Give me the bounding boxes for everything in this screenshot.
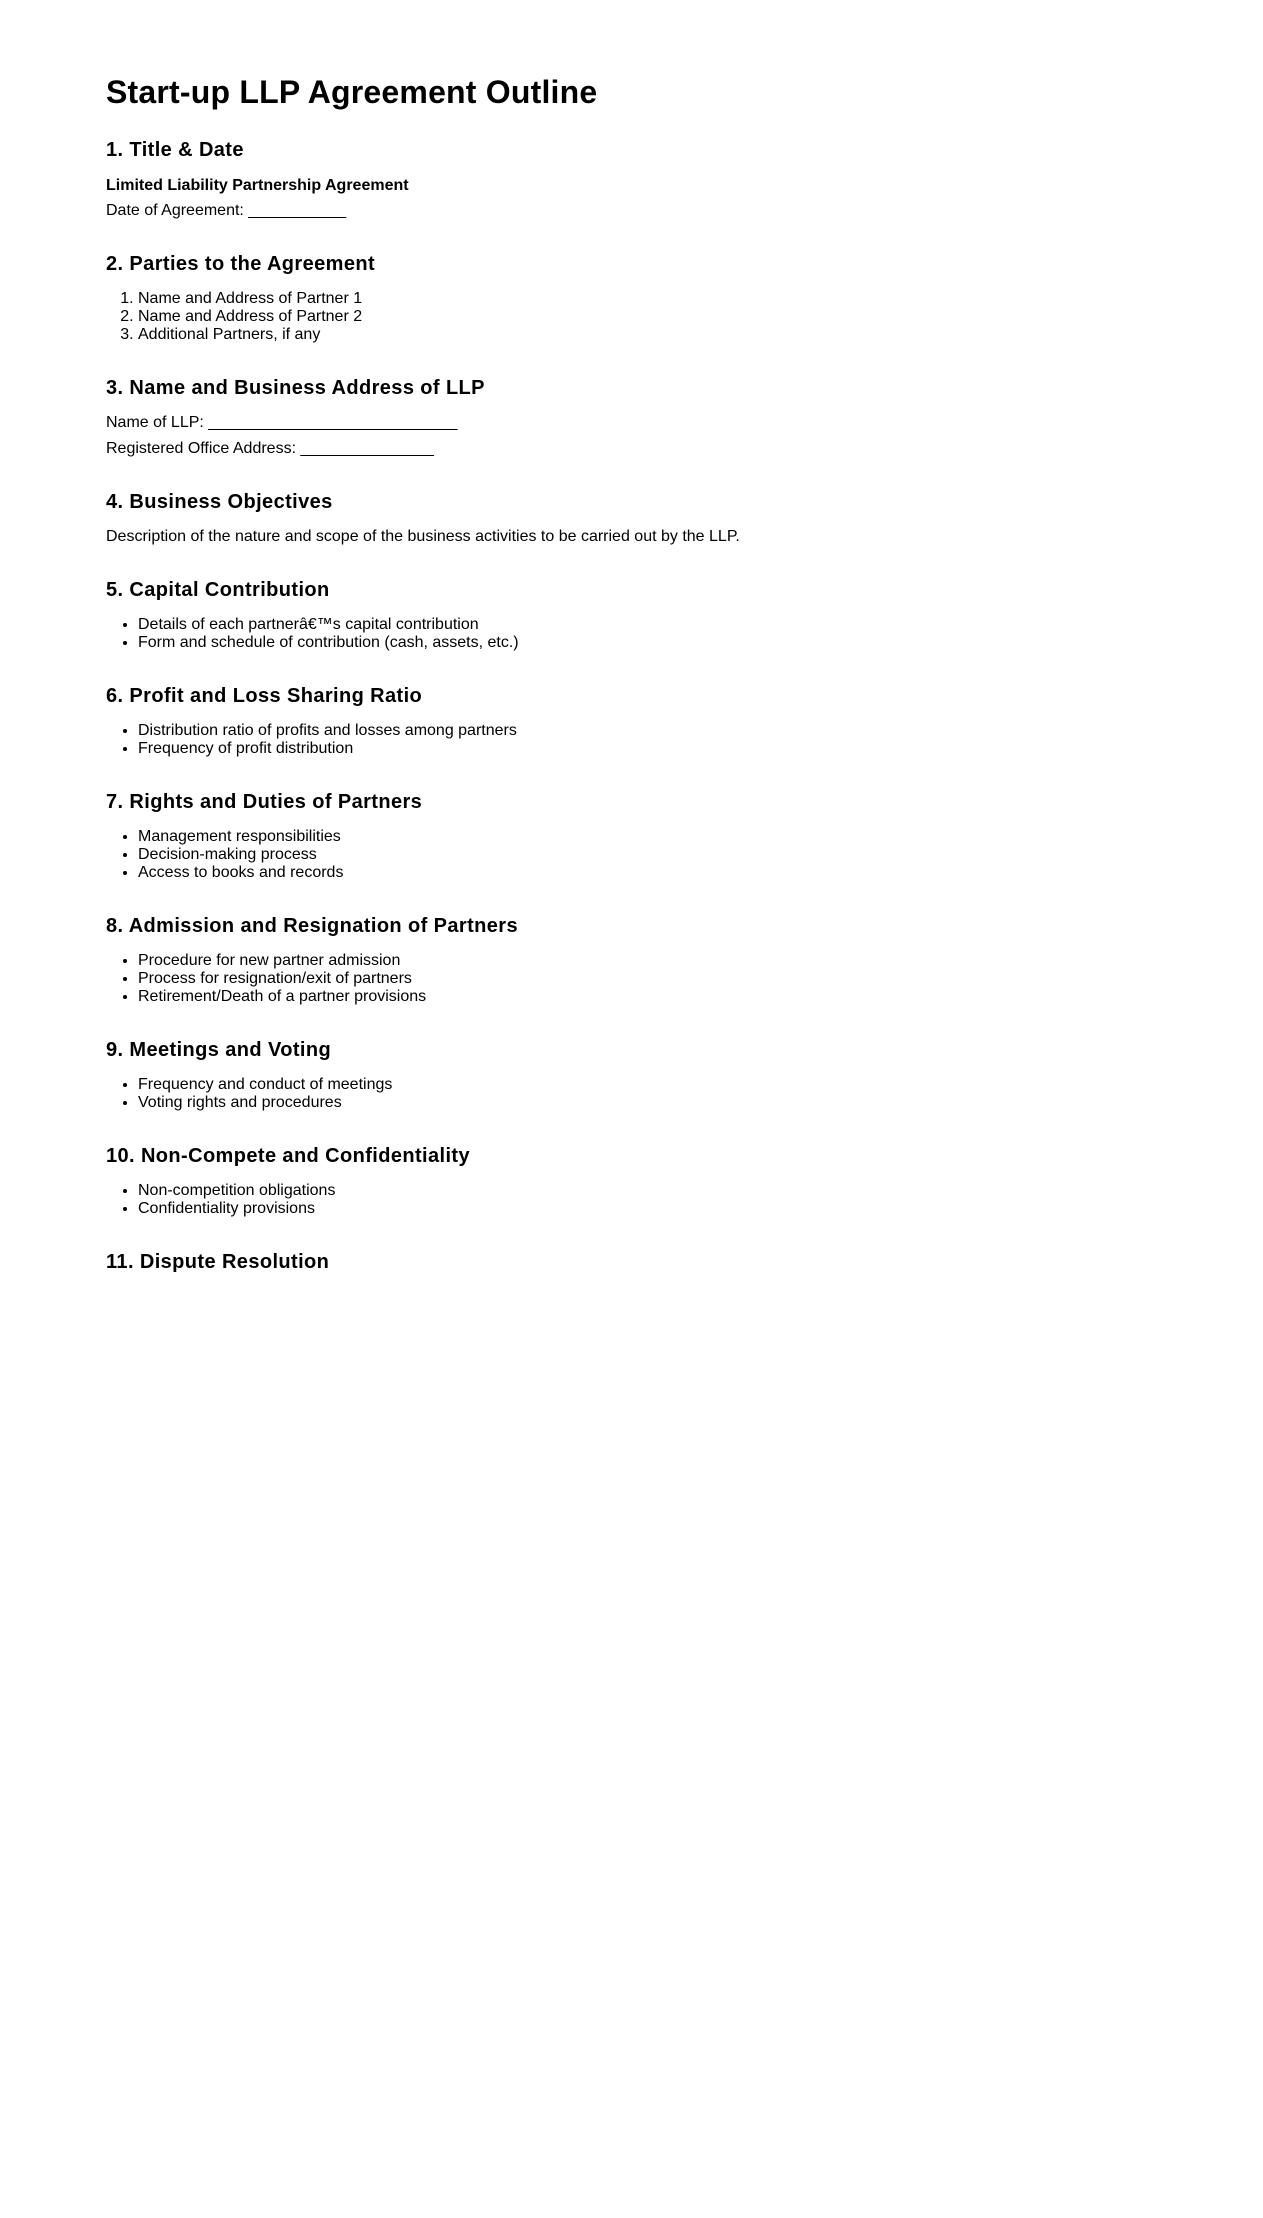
section-body [106, 290, 1263, 344]
section-heading: 7. Rights and Duties of Partners [106, 791, 423, 813]
section-business-objectives [106, 488, 1263, 546]
section-heading: 3. Name and Business Address of LLP [106, 377, 485, 399]
list-item: • Access to books and records [138, 864, 1263, 882]
section-heading: 4. Business Objectives [106, 491, 333, 513]
section-body [106, 828, 1263, 882]
section-meetings-voting [106, 1036, 1263, 1112]
section-heading: 2. Parties to the Agreement [106, 253, 376, 275]
non-compete-list [106, 1182, 1263, 1218]
section-name-address [106, 374, 1263, 458]
section-parties [106, 250, 1263, 344]
list-item: 3. Additional Partners, if any [138, 326, 1263, 344]
section-title-date [106, 136, 1263, 220]
list-item: 1. Name and Address of Partner 1 [138, 290, 1263, 308]
list-item: • Retirement/Death of a partner provisions [138, 988, 1263, 1006]
section-heading: 9. Meetings and Voting [106, 1039, 332, 1061]
parties-list [106, 290, 1263, 344]
objectives-description: Description of the nature and scope of the business activities to be carried out by the LLP. [106, 528, 740, 545]
section-capital-contribution [106, 576, 1263, 652]
section-non-compete [106, 1142, 1263, 1218]
section-heading: 11. Dispute Resolution [106, 1251, 330, 1273]
rights-duties-list [106, 828, 1263, 882]
section-rights-duties [106, 788, 1263, 882]
section-body [106, 1076, 1263, 1112]
list-item: • Details of each partnerâ€™s capital contribution [138, 616, 1263, 634]
list-item: • Confidentiality provisions [138, 1200, 1263, 1218]
section-admission-resignation [106, 912, 1263, 1006]
section-body [106, 414, 1263, 458]
meetings-list [106, 1076, 1263, 1112]
section-heading: 10. Non-Compete and Confidentiality [106, 1145, 471, 1167]
admission-list [106, 952, 1263, 1006]
section-body [106, 952, 1263, 1006]
registered-office-line: Registered Office Address: _______________ [106, 440, 434, 457]
list-item: • Non-competition obligations [138, 1182, 1263, 1200]
section-profit-loss [106, 682, 1263, 758]
profit-loss-list [106, 722, 1263, 758]
list-item: • Frequency of profit distribution [138, 740, 1263, 758]
section-body [106, 1182, 1263, 1218]
list-item: 2. Name and Address of Partner 2 [138, 308, 1263, 326]
section-body [106, 722, 1263, 758]
section-body [106, 528, 1263, 546]
section-heading: 5. Capital Contribution [106, 579, 330, 601]
llp-name-line: Name of LLP: ____________________________ [106, 414, 458, 431]
date-of-agreement-line: Date of Agreement: ___________ [106, 202, 347, 219]
section-heading: 6. Profit and Loss Sharing Ratio [106, 685, 423, 707]
list-item: • Distribution ratio of profits and losses among partners [138, 722, 1263, 740]
agreement-subtitle: Limited Liability Partnership Agreement [106, 177, 409, 194]
list-item: • Procedure for new partner admission [138, 952, 1263, 970]
list-item: • Process for resignation/exit of partners [138, 970, 1263, 988]
section-heading: 8. Admission and Resignation of Partners [106, 915, 518, 937]
section-dispute-resolution [106, 1248, 1263, 1276]
list-item: • Decision-making process [138, 846, 1263, 864]
list-item: • Frequency and conduct of meetings [138, 1076, 1263, 1094]
section-body [106, 616, 1263, 652]
list-item: • Form and schedule of contribution (cash, assets, etc.) [138, 634, 1263, 652]
page-title: Start-up LLP Agreement Outline [106, 74, 598, 110]
list-item: • Management responsibilities [138, 828, 1263, 846]
section-body [106, 176, 1263, 220]
list-item: • Voting rights and procedures [138, 1094, 1263, 1112]
capital-list [106, 616, 1263, 652]
section-heading: 1. Title & Date [106, 139, 244, 161]
